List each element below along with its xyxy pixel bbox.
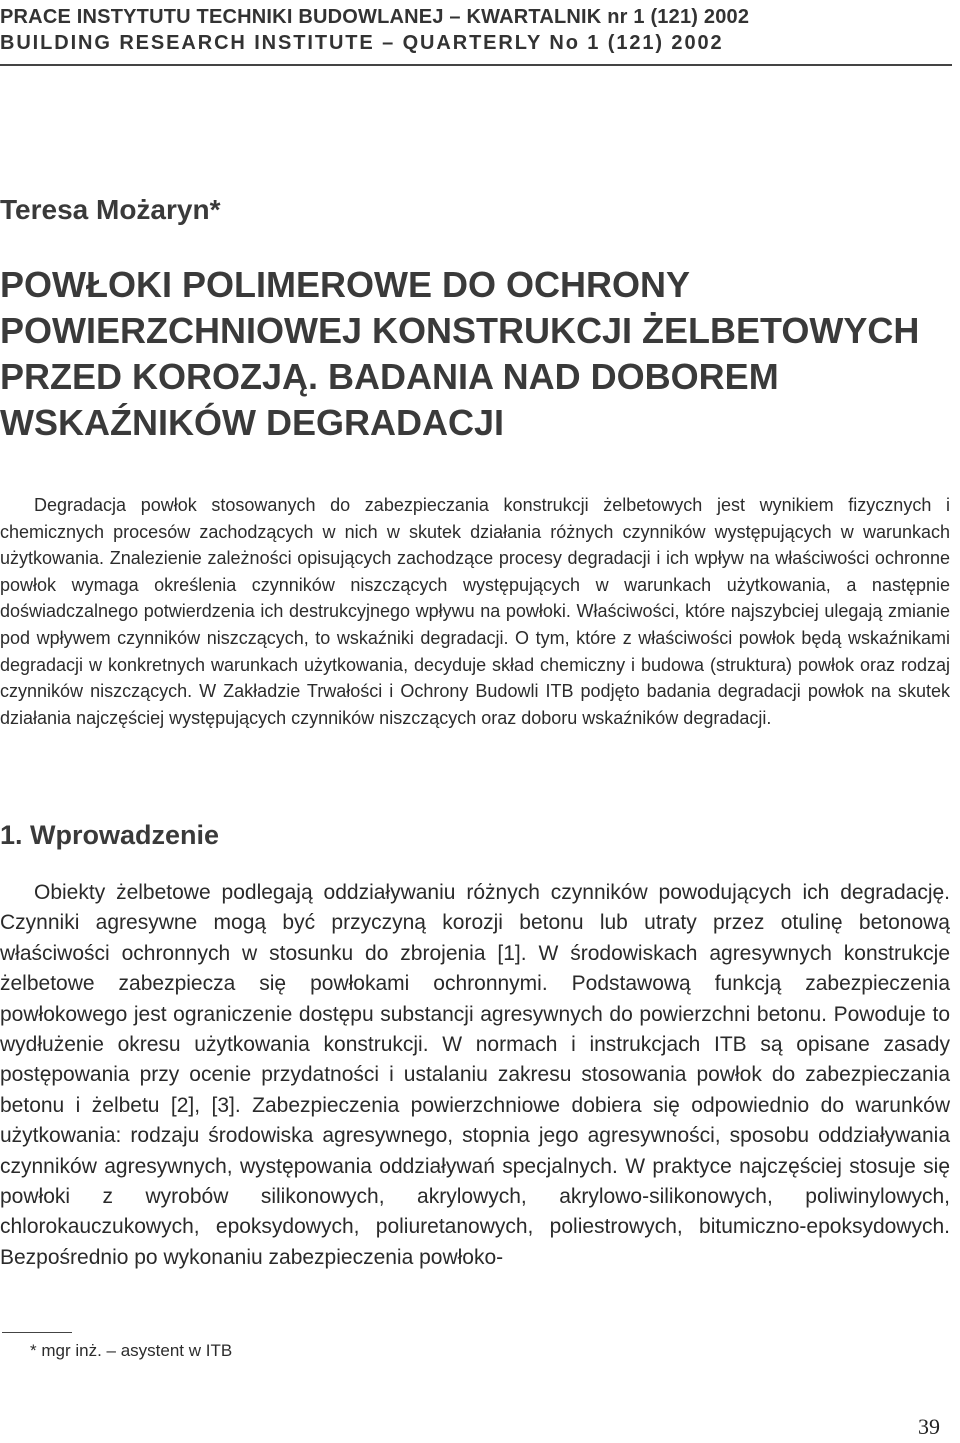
footnote: * mgr inż. – asystent w ITB bbox=[30, 1341, 233, 1360]
journal-header-english: BUILDING RESEARCH INSTITUTE – QUARTERLY No 1 (121) 2002 bbox=[0, 32, 724, 54]
article-title-line: POWŁOKI POLIMEROWE DO OCHRONY bbox=[0, 264, 690, 305]
abstract-paragraph: Degradacja powłok stosowanych do zabezpieczania konstrukcji żelbetowych jest wynikiem fizycznych i chemicznych procesów zachodzących w nich w skutek działania różnych czynników występujących w warunkach użytkowania. Znalezienie zależności opisujących zachodzące procesy degradacji i ich wpływ na właściwości ochronne powłok wymaga określenia czynników niszczących występujących w warunkach użytkowania, a następnie doświadczalnego potwierdzenia ich destrukcyjnego wpływu na powłoki. Właściwości, które najszybciej ulegają zmianie pod wpływem czynników niszczących, to wskaźniki degradacji. O tym, które z właściwości powłok będą wskaźnikami degradacji w konkretnych warunkach użytkowania, decyduje skład chemiczny i budowa (struktura) powłok oraz rodzaj czynników niszczących. W Zakładzie Trwałości i Ochrony Budowli ITB podjęto badania degradacji powłok na skutek działania najczęściej występujących czynników niszczących oraz doboru wskaźników degradacji. bbox=[0, 495, 950, 728]
article-title-line: POWIERZCHNIOWEJ KONSTRUKCJI ŻELBETOWYCH bbox=[0, 310, 920, 351]
article-title-line: PRZED KOROZJĄ. BADANIA NAD DOBOREM bbox=[0, 356, 779, 397]
article-title-line: WSKAŹNIKÓW DEGRADACJI bbox=[0, 402, 504, 443]
page-number: 39 bbox=[918, 1414, 940, 1439]
journal-header bbox=[0, 4, 952, 56]
body-paragraph: Obiekty żelbetowe podlegają oddziaływaniu różnych czynników powodujących ich degradację. Czynniki agresywne mogą być przyczyną korozji betonu lub utraty przez otulinę betonową właściwości ochronnych w stosunku do zbrojenia [1]. W środowiskach agresywnych konstrukcje żelbetowe zabezpiecza się powłokami ochronnymi. Podstawową funkcją zabezpieczenia powłokowego jest ograniczenie dostępu substancji agresywnych do powierzchni betonu. Powoduje to wydłużenie okresu użytkowania konstrukcji. W normach i instrukcjach ITB są opisane zasady postępowania przy ocenie przydatności i ustalaniu zakresu stosowania powłok do zabezpieczania betonu i żelbetu [2], [3]. Zabezpieczenia powierzchniowe dobiera się odpowiednio do warunków użytkowania: rodzaju środowiska agresywnego, stopnia jego agresywności, sposobu oddziaływania czynników agresywnych, występowania oddziaływań specjalnych. W praktyce najczęściej stosuje się powłoki z wyrobów silikonowych, akrylowych, akrylowo-silikonowych, poliwinylowych, chlorokauczukowych, epoksydowych, poliuretanowych, poliestrowych, bitumiczno-epoksydowych. Bezpośrednio po wykonaniu zabezpieczenia powłoko- bbox=[0, 881, 950, 1269]
journal-header-polish: PRACE INSTYTUTU TECHNIKI BUDOWLANEJ – KWARTALNIK nr 1 (121) 2002 bbox=[0, 6, 750, 28]
header-divider bbox=[0, 64, 952, 66]
author-name: Teresa Możaryn* bbox=[0, 194, 221, 225]
footnote-divider bbox=[2, 1332, 72, 1333]
article-title bbox=[0, 262, 950, 446]
section-heading: 1. Wprowadzenie bbox=[0, 820, 220, 850]
